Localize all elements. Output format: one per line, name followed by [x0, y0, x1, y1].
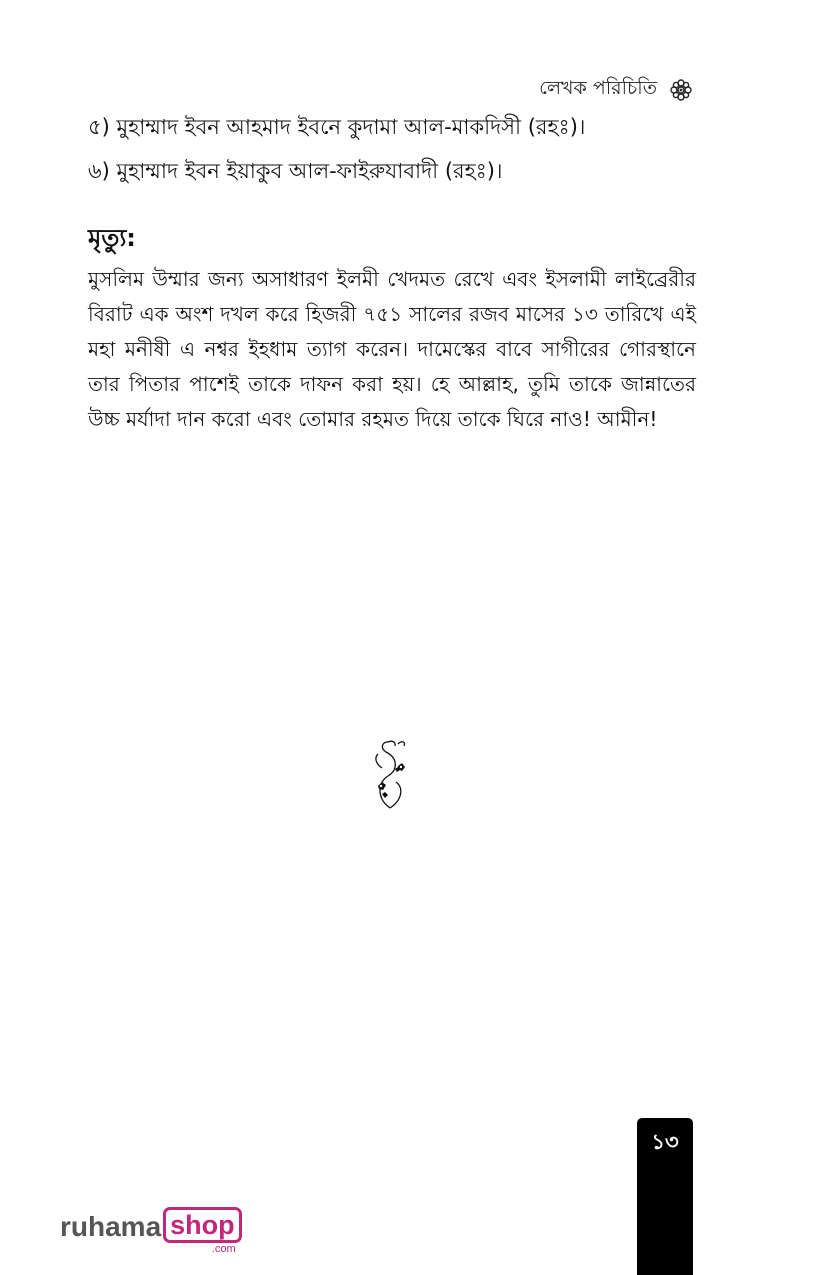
section-heading: মৃত্যু:	[88, 224, 136, 252]
flower-ornament-icon	[669, 78, 693, 102]
logo-shop: shop	[163, 1207, 242, 1243]
logo-suffix: .com	[211, 1243, 236, 1255]
running-header	[539, 74, 693, 106]
watermark-logo	[60, 1210, 242, 1255]
logo-word: ruhama	[60, 1211, 162, 1242]
section-paragraph: মুসলিম উম্মার জন্য অসাধারণ ইলমী খেদমত রেখে এবং ইসলামী লাইব্রেরীর বিরাট এক অংশ দখল করে হিজরী ৭৫১ সালের রজব মাসের ১৩ তারিখে এই মহা মনীষী এ নশ্বর ইহধাম ত্যাগ করেন। দামেস্কের বাবে সাগীরের গোরস্থানে তার পিতার পাশেই তাকে দাফন করা হয়। হে আল্লাহ, তুমি তাকে জান্নাতের উচ্চ মর্যাদা দান করো এবং তোমার রহমত দিয়ে তাকে ঘিরে নাও! আমীন!	[88, 267, 696, 431]
predecessor-list	[88, 112, 698, 200]
floral-divider-icon	[368, 738, 412, 810]
running-title: লেখক পরিচিতি	[539, 77, 657, 99]
list-item: ৫) মুহাম্মাদ ইবন আহমাদ ইবনে কুদামা আল-মাকদিসী (রহঃ)।	[88, 115, 586, 139]
page-number: ১৩	[651, 1130, 679, 1154]
list-item: ৬) মুহাম্মাদ ইবন ইয়াকুব আল-ফাইরুযাবাদী (রহঃ)।	[88, 159, 503, 183]
page-number-tab	[637, 1118, 693, 1275]
logo-shop-badge	[163, 1210, 242, 1255]
